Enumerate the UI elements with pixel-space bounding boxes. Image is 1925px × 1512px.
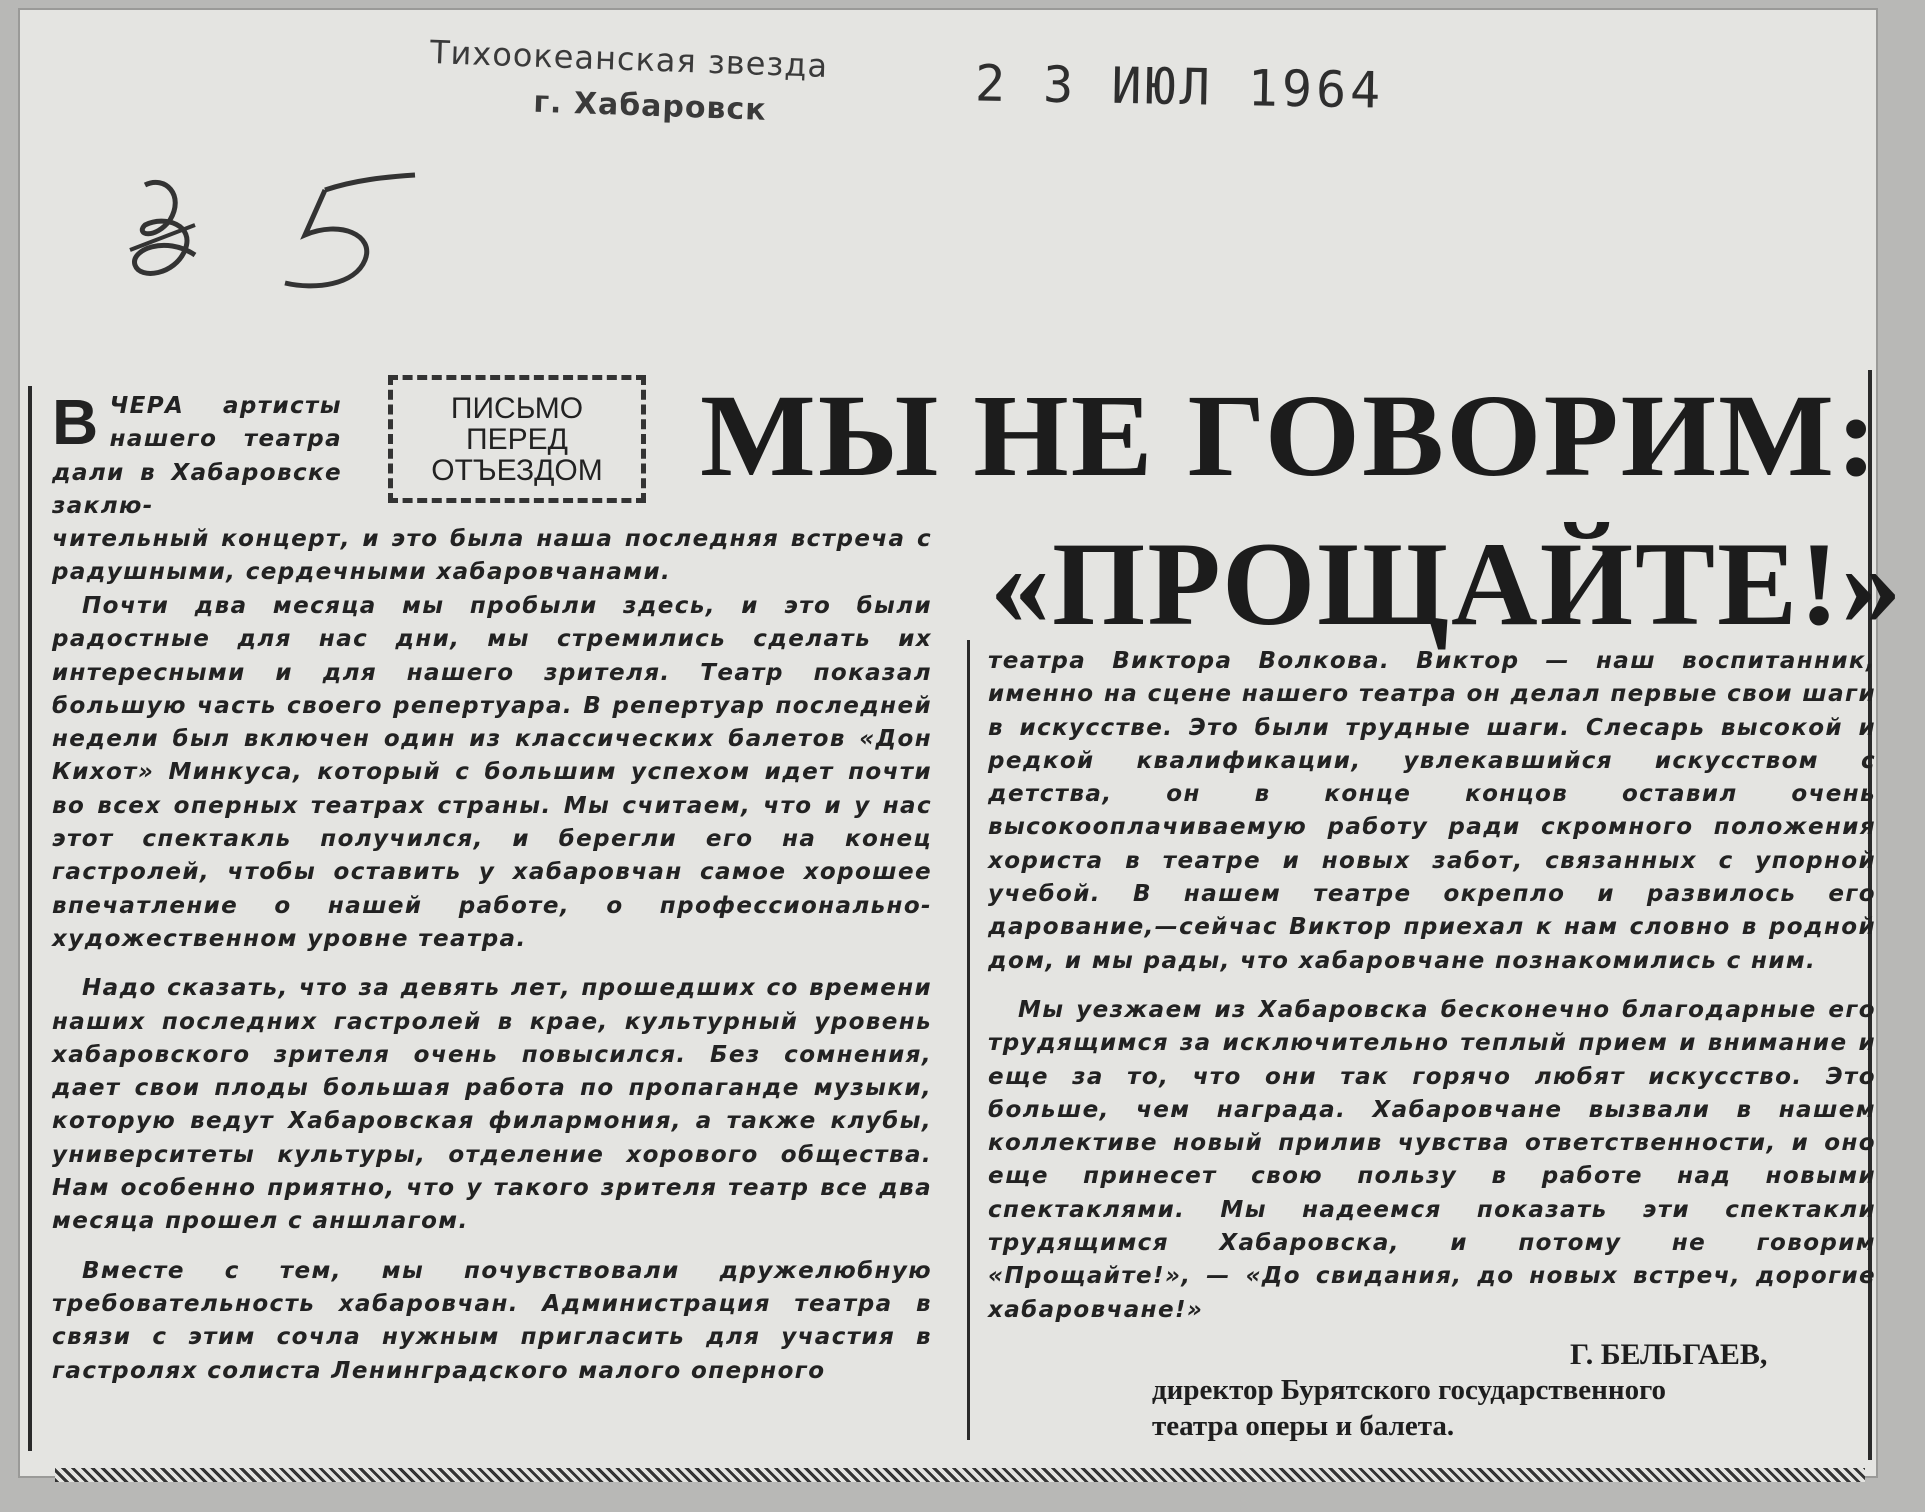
- lead-start-text: ЧЕРА артисты нашего театра дали в Хабаровске заклю-: [52, 393, 342, 519]
- column-left-body: [52, 590, 932, 1388]
- bottom-border: [55, 1468, 1865, 1482]
- paragraph-5: Мы уезжаем из Хабаровска бесконечно благодарные его трудящимся за исключительно теплый прием и внимание и еще за то, что они так горячо любят искусство. Это больше, чем награда. Хабаровчане вызвали в нашем коллективе новый прилив чувства ответственности, и оно еще принесет свою пользу в работе над новыми спектаклями. Мы надеемся показать эти спектакли трудящимся Хабаровска, и потому не говорим «Прощайте!», — «До свидания, до новых встреч, дорогие хабаровчане!»: [988, 996, 1876, 1323]
- column-right-body: [988, 645, 1876, 1327]
- headline-line-2: «ПРОЩАЙТЕ!»: [990, 517, 1904, 650]
- handwritten-mark: [125, 165, 445, 309]
- lead-paragraph-start: [52, 386, 342, 523]
- date-stamp: 2 3 ИЮЛ 1964: [974, 54, 1385, 120]
- column-left: [52, 523, 932, 590]
- drop-cap: В: [52, 386, 100, 458]
- rubric-line: ОТЪЕЗДОМ: [431, 453, 603, 487]
- paragraph-3: Вместе с тем, мы почувствовали дружелюбную требовательность хабаровчан. Администрация театра в связи с этим сочла нужным пригласить для участия в гастролях солиста Ленинградского малого оперного: [52, 1257, 932, 1384]
- rubric-letter-before-departure: [388, 375, 646, 503]
- paragraph-2: Надо сказать, что за девять лет, прошедших со времени наших последних гастролей в крае, культурный уровень хабаровского зрителя очень повысился. Без сомнения, дает свои плоды большая работа по пропаганде музыки, которую ведут Хабаровская филармония, а также клубы, университеты культуры, отделение хорового общества. Нам особенно приятно, что у такого зрителя театр все два месяца прошел с аншлагом.: [52, 975, 932, 1235]
- paragraph-4: театра Виктора Волкова. Виктор — наш воспитанник, именно на сцене нашего театра он делал первые свои шаги в искусстве. Это были трудные шаги. Слесарь высокой и редкой квалификации, увлекавшийся искусством с детства, он в конце концов оставил очень высокооплачиваемую работу ради скромного положения хориста в театре и новых забот, связанных с упорной учебой. В нашем театре окрепло и развилось его дарование,—сейчас Виктор приехал к нам словно в родной дом, и мы рады, что хабаровчане познакомились с ним.: [988, 648, 1876, 974]
- newspaper-name: Тихоокеанская звезда: [429, 33, 829, 85]
- lead-paragraph-rest: чительный концерт, и это была наша последняя встреча с радушными, сердечными хабаровчанами.: [52, 526, 932, 586]
- column-rule: [967, 640, 970, 1440]
- signature-title-2: театра оперы и балета.: [1152, 1410, 1455, 1442]
- signature-name: Г. БЕЛЬГАЕВ,: [1570, 1338, 1768, 1371]
- newspaper-city: г. Хабаровск: [532, 84, 768, 128]
- left-rule: [28, 386, 32, 1451]
- paragraph-1: Почти два месяца мы пробыли здесь, и это были радостные для нас дни, мы стремились сделать их интересными и для нашего зрителя. Театр показал большую часть своего репертуара. В репертуар последней недели был включен один из классических балетов «Дон Кихот» Минкуса, который с большим успехом идет почти во всех оперных театрах страны. Мы считаем, что и у нас этот спектакль получился, и берегли его на конец гастролей, чтобы оставить у хабаровчан самое хорошее впечатление о нашей работе, о профессионально-художественном уровне театра.: [52, 593, 932, 952]
- rubric-line: ПИСЬМО: [450, 391, 584, 425]
- headline-line-1: МЫ НЕ ГОВОРИМ:: [700, 370, 1880, 501]
- rubric-line: ПЕРЕД: [466, 422, 568, 456]
- signature-title-1: директор Бурятского государственного: [1152, 1374, 1667, 1406]
